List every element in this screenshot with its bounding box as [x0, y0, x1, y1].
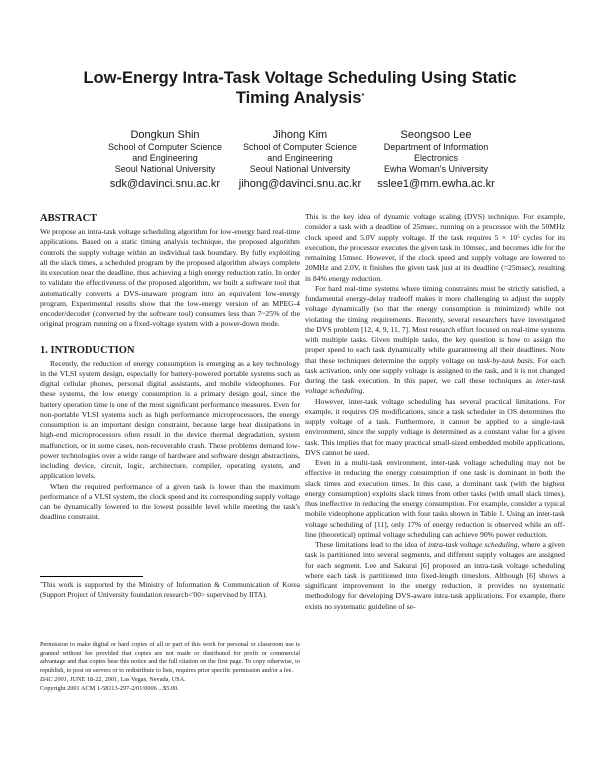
title-line-2: Timing Analysis [235, 89, 362, 107]
paper-title [40, 68, 560, 108]
footnote-rule [40, 576, 143, 577]
venue-name: DAC 2001 [40, 675, 67, 683]
title-line-2-wrap [40, 88, 560, 108]
emphasis: intra-task voltage scheduling [428, 540, 518, 549]
author-name: Seongsoo Lee [400, 129, 472, 141]
paragraph: Even in a multi-task environment, inter-task voltage scheduling may not be effective in reducing the energy consumption if one task is dominant in both the slack times and execution times. In this case, a dominant task (with the highest energy consumption) exploits slack times from other tasks (with small slack times), thus ineffective in reducing the energy consumption. For example, consider a typical mobile videophone application with four tasks shown in Table 1. Using an inter-task voltage scheduling of [11], only 17% of energy reduction is observed while an off-line (theoretical) optimal voltage scheduling can achieve 90% power reduction. [305, 458, 565, 539]
text-run: For hard real-time systems where timing constraints must be strictly satisfied, a fundamental energy-delay tradeoff makes it more challenging to adjust the supply voltage dynamically (so that the energy consumption is minimized) while not violating the timing requirements. Recently, several researchers have investigated the DVS problem [12, 4, 9, 11, 7]. Most research effort focused on real-time systems with multiple tasks. Given multiple tasks, the key question is how to assign the proper speed to each task dynamically while guaranteeing all their deadlines. Note that these techniques determine the supply voltage on [305, 283, 565, 365]
author-affiliation: and Engineering [132, 153, 198, 163]
author-affiliation: Ewha Woman's University [383, 164, 489, 174]
paragraph [305, 284, 565, 397]
text-run: cycles for its execution, the processor executes the given task in 10msec, and becomes idle for the remaining 15msec. However, if the clock speed and supply voltage are lowered to 20MHz and 2.0V, it finishes the given task just at its deadline (=25msec), resulting in 84% energy reduction. [305, 232, 566, 283]
left-column [40, 212, 300, 523]
author-affiliation: Seoul National University [249, 164, 351, 174]
emphasis: inter-task voltage scheduling [305, 376, 565, 396]
right-column [305, 212, 565, 612]
author-affiliation: School of Computer Science [107, 142, 223, 152]
emphasis: task-by-task basis [477, 355, 533, 365]
copyright-line: Copyright 2001 ACM 1-58113-297-2/01/0006 ...$5.00. [40, 684, 179, 692]
author-affiliation: Department of Information [383, 142, 489, 152]
text-run: This is the key idea of dynamic voltage scaling (DVS) technique. For example, consider a task with a deadline of 25msec, running on a processor with the 50MHz clock speed and 5.0V supply voltage. If the task requires 5 × 10 [305, 212, 565, 242]
author-email: jihong@davinci.snu.ac.kr [238, 178, 362, 190]
venue-details: , JUNE 18-22, 2001, Las Vegas, Nevada, USA. [66, 675, 186, 683]
footnote [40, 580, 300, 599]
author-name: Dongkun Shin [130, 129, 200, 141]
paragraph [305, 540, 565, 612]
paragraph: When the required performance of a given task is lower than the maximum performance of a VLSI system, the clock speed and its corresponding supply voltage can be dynamically lowered to the lowest possible level while meeting the task's deadline constraint. [40, 481, 300, 522]
footnote-mark: * [40, 582, 43, 587]
author-affiliation: Seoul National University [114, 164, 216, 174]
text-run: . For each task activation, only one supply voltage is assigned to the task, and it is not changed during the task execution. In this paper, we call these techniques as [305, 355, 565, 385]
permission-text: Permission to make digital or hard copies of all or part of this work for personal or classroom use is granted without fee provided that copies are not made or distributed for profit or commercial advantage and that copies bear this notice and the full citation on the first page. To copy otherwise, to republish, to post on servers or to redistribute to lists, requires prior specific permission and/or a fee. [40, 641, 300, 675]
permission-notice [40, 641, 300, 693]
author-email: sdk@davinci.snu.ac.kr [109, 178, 221, 190]
text-run: , where a given task is partitioned into several segments, and different supply voltages are assigned for each segment. Lee and Sakurai [6] proposed an intra-task voltage scheduling where each task is partitioned into fixed-length timeslots. Although [6] shows a significant improvement in the energy reduction, it provides no systematic methodology for developing DVS-aware intra-task applications. For example, there exists no systematic guideline of se- [305, 540, 565, 611]
paragraph: Recently, the reduction of energy consumption is emerging as a key technology in the VLSI system design, especially for battery-powered portable systems such as digital cellular phones, personal digital assistants, and mobile videophones. For these systems, the low energy consumption is a primary design goal, since the battery operation time is one of the most significant performance measures. Even for non-portable VLSI systems such as high performance microprocessors, the energy consumption is an important design constraint, because large heat dissipations in high-end microprocessors often result in the device thermal degradation, system malfunction, or in some cases, non-recoverable crash. These problems demand low-power technologies over a wide range of hardware and software design abstractions, including device, circuit, logic, architecture, compiler, operating system, and application levels. [40, 358, 300, 481]
author-affiliation: Electronics [413, 153, 458, 163]
text-run: . [362, 386, 365, 396]
author-name: Jihong Kim [272, 129, 328, 141]
paragraph: However, inter-task voltage scheduling has several practical limitations. For example, it requires OS modifications, since a task scheduler in OS determines the supply voltage of a task. Furthermore, it cannot be applied to a single-task environment, since the supply voltage is determined as a constant value for a given task. This implies that for many practical small-sized embedded mobile applications, DVS cannot be used. [305, 396, 565, 457]
author-affiliation: and Engineering [267, 153, 333, 163]
venue-line [40, 676, 300, 685]
paragraph [305, 212, 565, 284]
title-footnote-mark: * [361, 93, 365, 100]
abstract-heading: ABSTRACT [40, 213, 98, 224]
author-block [346, 129, 526, 191]
abstract-text: We propose an intra-task voltage scheduling algorithm for low-energy hard real-time applications. Based on a static timing analysis technique, the proposed algorithm controls the supply voltage within an individual task boundary. By fully exploiting all the slack times, a scheduled program by the proposed algorithm always complete its execution near the deadline, thus achieving a high energy reduction ratio. In order to validate the effectiveness of the proposed algorithm, we built a software tool that automatically converts a DVS-unaware program into an equivalent low-energy program. Experimental results show that the low-energy version of an MPEG-4 encoder/decoder (converted by the software tool) consumes less than 7~25% of the original program running on a fixed-voltage system with a power-down mode. [40, 227, 300, 329]
exponent: 5 [517, 234, 520, 240]
text-run: These limitations lead to the idea of [315, 540, 429, 549]
title-line-1: Low-Energy Intra-Task Voltage Scheduling Using Static [83, 69, 517, 87]
author-affiliation: School of Computer Science [242, 142, 358, 152]
introduction-heading: 1. INTRODUCTION [40, 344, 135, 356]
footnote-text: This work is supported by the Ministry of Information & Communication of Korea (Support Project of University foundation research<'00> supervised by IITA). [40, 580, 300, 599]
author-email: sslee1@mm.ewha.ac.kr [377, 178, 495, 190]
